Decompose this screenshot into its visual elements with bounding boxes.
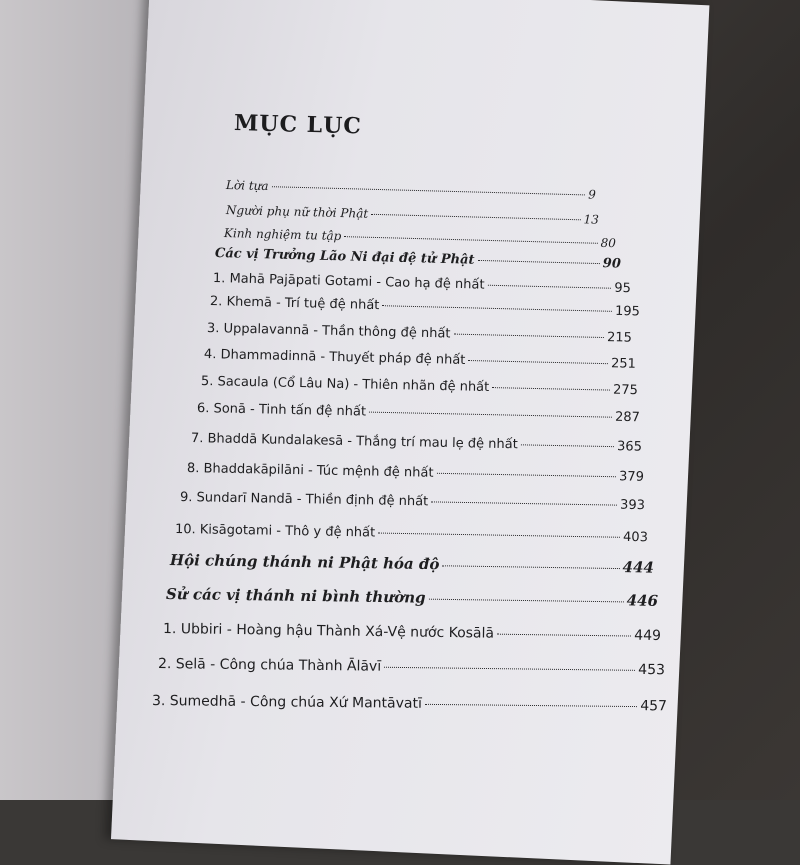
toc-leader	[378, 533, 620, 538]
toc-leader	[371, 214, 580, 220]
toc-entry-label: Các vị Trưởng Lão Ni đại đệ tử Phật	[214, 246, 475, 268]
toc-entry-page: 453	[638, 661, 666, 679]
toc-entry-label: 3. Sumedhā - Công chúa Xứ Mantāvatī	[151, 693, 422, 712]
toc-entry-page: 13	[583, 212, 600, 227]
toc-leader	[369, 412, 612, 418]
toc-entry-page: 80	[600, 235, 617, 251]
toc-leader	[425, 704, 637, 707]
toc-entry-page: 449	[634, 627, 662, 644]
toc-leader	[437, 473, 617, 477]
toc-entry-label: 1. Mahā Pajāpati Gotami - Cao hạ đệ nhất	[212, 271, 485, 293]
toc-entry-page: 9	[588, 187, 597, 202]
toc-entry-label: 7. Bhaddā Kundalakesā - Thắng trí mau lẹ đệ nhất	[190, 431, 518, 453]
toc-entry-label: 2. Selā - Công chúa Thành Ālāvī	[157, 656, 382, 675]
toc-entry-label: Hội chúng thánh ni Phật hóa độ	[169, 551, 440, 574]
toc-entry-label: Sử các vị thánh ni bình thường	[165, 585, 426, 607]
toc-leader	[431, 501, 617, 505]
toc-entry-page: 379	[618, 469, 645, 485]
toc-entry-label: Kinh nghiệm tu tập	[223, 226, 342, 244]
toc-leader	[488, 285, 612, 289]
toc-entry-page: 457	[640, 698, 668, 715]
toc-leader	[492, 387, 610, 390]
toc-entry-page: 275	[612, 382, 639, 399]
toc-leader	[429, 599, 624, 603]
toc-entry-label: Lời tựa	[225, 178, 269, 194]
toc-leader	[442, 565, 619, 569]
toc-entry-page: 444	[622, 558, 655, 577]
toc-leader	[344, 236, 597, 244]
toc-entry-page: 393	[619, 497, 646, 514]
toc-leader	[272, 186, 586, 195]
toc-leader	[382, 305, 612, 312]
toc-entry-page: 446	[626, 591, 659, 610]
toc-entry-label: 4. Dhammadinnā - Thuyết pháp đệ nhất	[203, 347, 466, 368]
toc-entry-page: 215	[606, 330, 633, 346]
toc-entry-page: 195	[614, 303, 641, 320]
toc-leader	[478, 260, 600, 264]
toc-entry-page: 251	[610, 356, 637, 372]
toc-entry-page: 90	[602, 256, 622, 272]
page-title: MỤC LỤC	[233, 110, 363, 140]
toc-entry-label: 5. Sacaula (Cổ Lâu Na) - Thiên nhãn đệ nhất	[200, 374, 490, 396]
toc-entry-label: 8. Bhaddakāpilāni - Túc mệnh đệ nhất	[186, 461, 434, 481]
toc-leader	[521, 444, 614, 447]
toc-entry-label: 10. Kisāgotami - Thô y đệ nhất	[174, 522, 376, 541]
toc-entry-label: 1. Ubbiri - Hoàng hậu Thành Xá-Vệ nước Kosālā	[162, 621, 495, 642]
toc-entry-label: 3. Uppalavannā - Thần thông đệ nhất	[206, 321, 451, 342]
toc-entry-page: 287	[614, 409, 641, 426]
toc-entry-label: 2. Khemā - Trí tuệ đệ nhất	[209, 294, 380, 314]
toc-entry-page: 365	[616, 439, 643, 455]
toc-entry-page: 403	[622, 529, 649, 546]
toc-leader	[468, 360, 608, 364]
toc-entry-label: Người phụ nữ thời Phật	[225, 203, 369, 221]
toc-entry-page: 95	[614, 280, 632, 297]
toc-leader	[384, 667, 635, 671]
toc-entry-label: 6. Sonā - Tinh tấn đệ nhất	[196, 401, 367, 420]
toc-entry-label: 9. Sundarī Nandā - Thiền định đệ nhất	[179, 490, 429, 510]
toc-leader	[497, 634, 631, 637]
toc-leader	[453, 334, 604, 338]
